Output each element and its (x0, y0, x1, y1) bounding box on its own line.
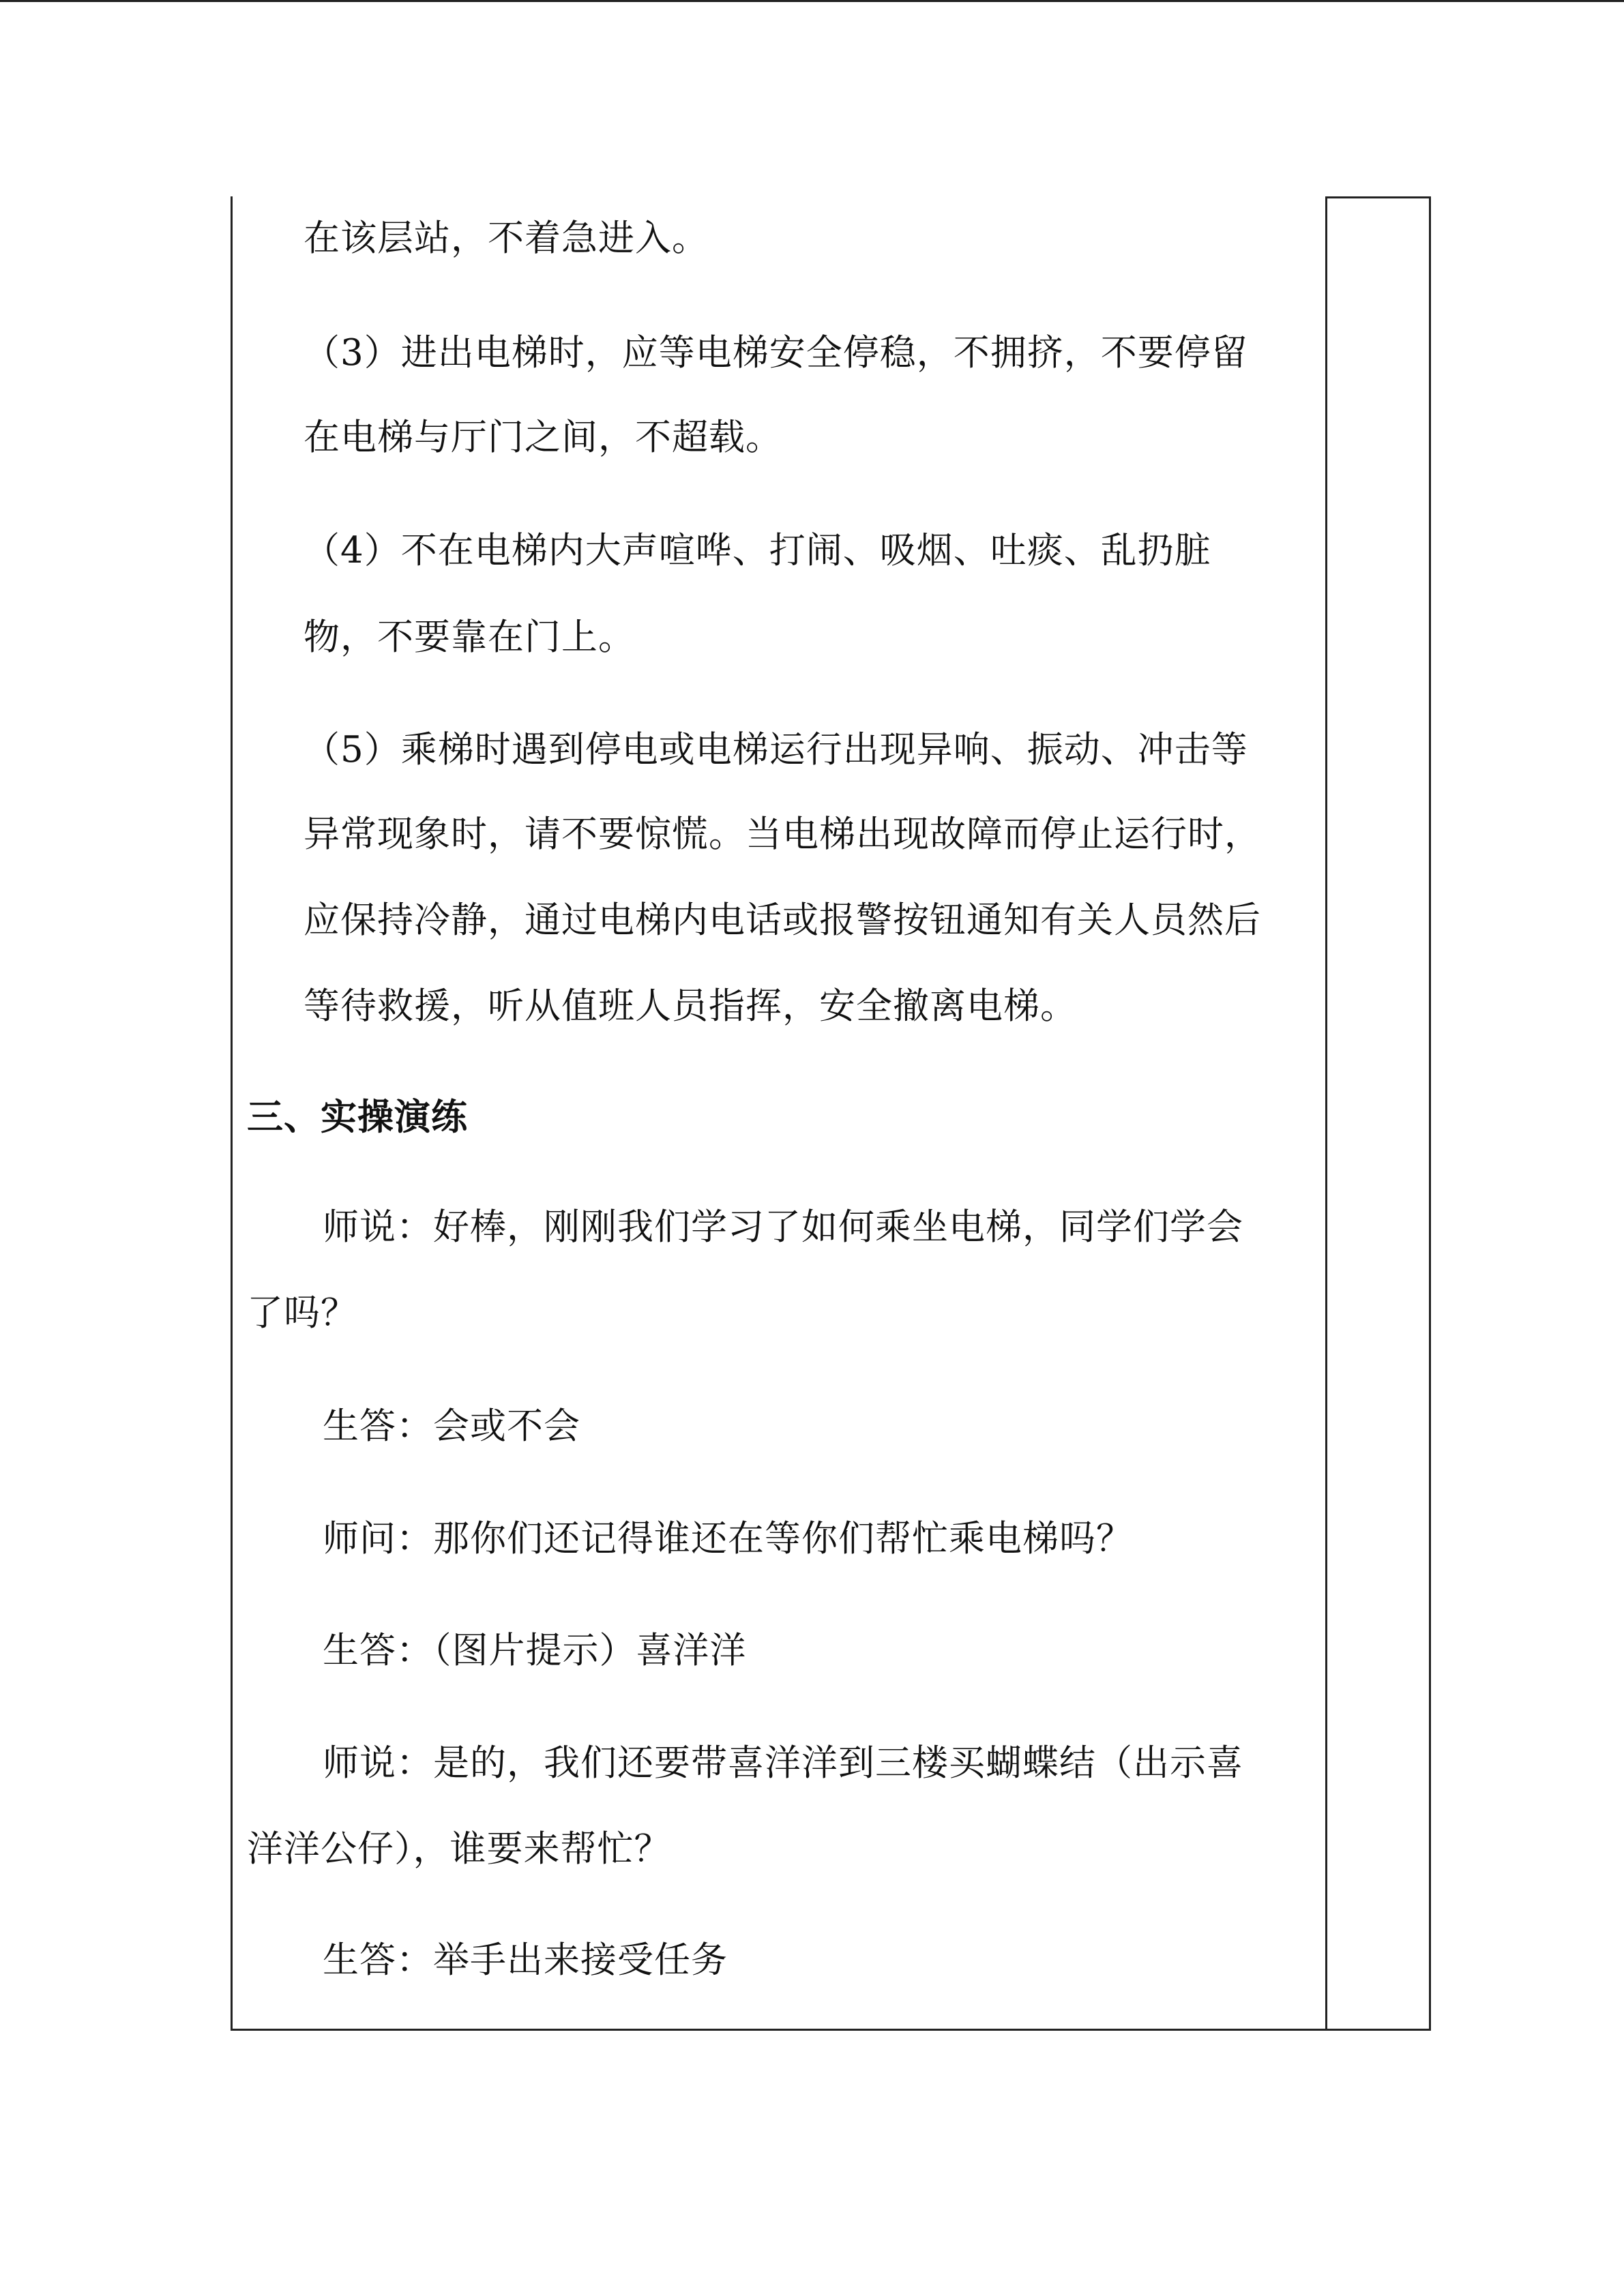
paragraph-line: （4）不在电梯内大声喧哗、打闹、吸烟、吐痰、乱扔脏 (304, 530, 1211, 571)
paragraph-line: （5）乘梯时遇到停电或电梯运行出现异响、振动、冲击等 (304, 729, 1248, 771)
dialogue-line: 生答：举手出来接受任务 (323, 1939, 728, 1981)
dialogue-line: 生答：（图片提示）喜洋洋 (323, 1630, 747, 1671)
paragraph-line: 物，不要靠在门上。 (304, 616, 635, 658)
paragraph-line: 等待救援，听从值班人员指挥，安全撤离电梯。 (304, 985, 1077, 1027)
dialogue-line: 生答：会或不会 (323, 1405, 580, 1447)
paragraph-line: 在电梯与厅门之间，不超载。 (304, 417, 782, 458)
dialogue-line: 师说：好棒，刚刚我们学习了如何乘坐电梯，同学们学会 (323, 1206, 1243, 1248)
paragraph-line: 应保持冷静，通过电梯内电话或报警按钮通知有关人员然后 (304, 899, 1261, 941)
page-top-border (0, 0, 1624, 2)
dialogue-line: 师说：是的，我们还要带喜洋洋到三楼买蝴蝶结（出示喜 (323, 1742, 1243, 1784)
dialogue-line: 洋洋公仔），谁要来帮忙？ (247, 1828, 671, 1870)
paragraph-line: 在该层站，不着急进入。 (304, 218, 709, 259)
notes-column-cell (1325, 196, 1431, 2031)
dialogue-line: 师问：那你们还记得谁还在等你们帮忙乘电梯吗？ (323, 1518, 1133, 1560)
paragraph-line: （3）进出电梯时，应等电梯安全停稳，不拥挤，不要停留 (304, 332, 1248, 374)
section-heading: 三、实操演练 (247, 1096, 468, 1138)
paragraph-line: 异常现象时，请不要惊慌。当电梯出现故障而停止运行时， (304, 814, 1261, 855)
dialogue-line: 了吗？ (247, 1292, 357, 1334)
